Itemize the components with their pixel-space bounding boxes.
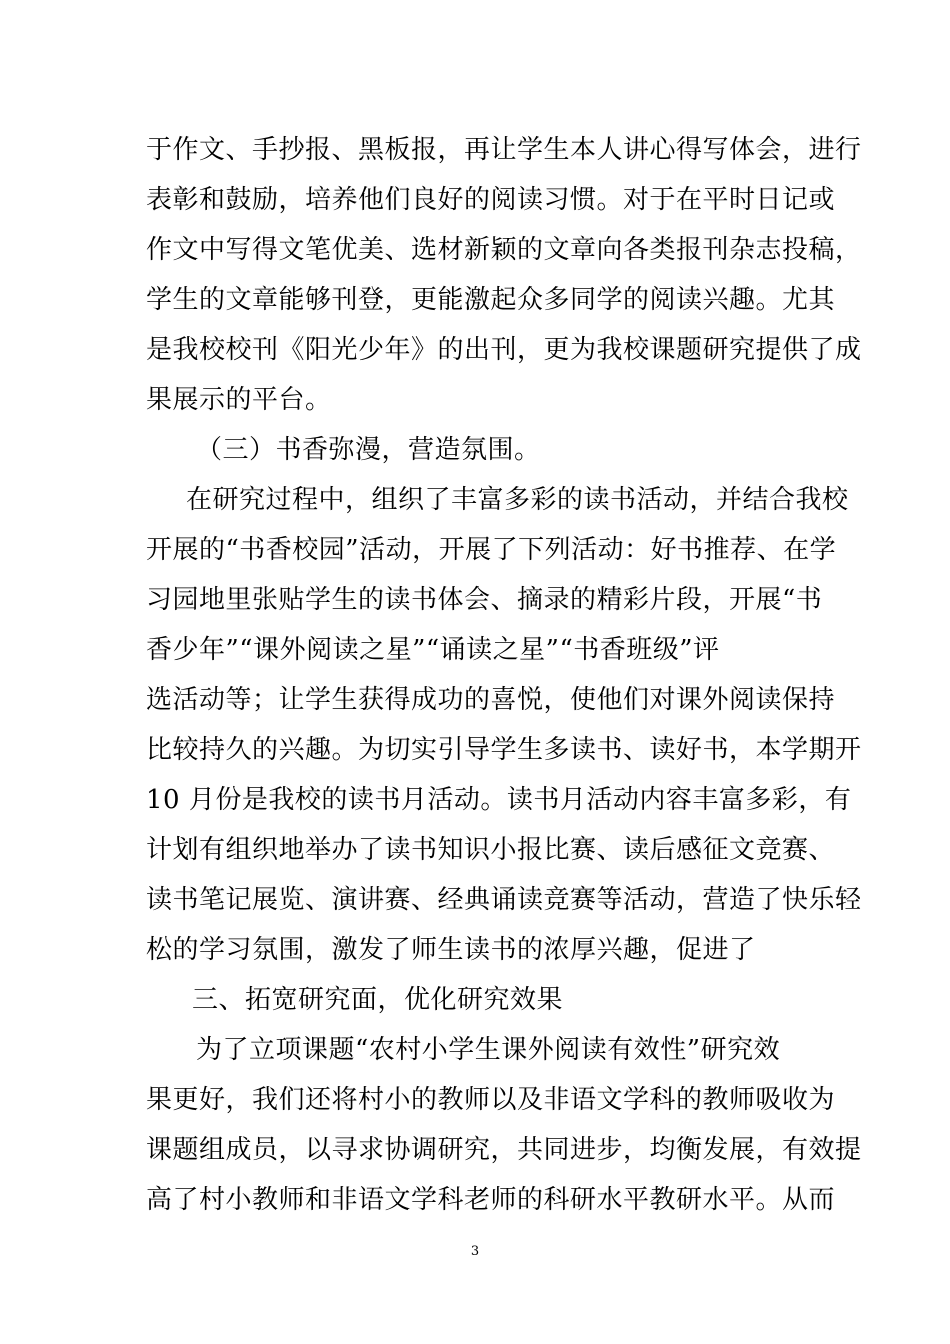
- text-line: 习园地里张贴学生的读书体会、摘录的精彩片段，开展“书: [146, 585, 823, 615]
- text-line: 比较持久的兴趣。为切实引导学生多读书、读好书，本学期开: [146, 735, 862, 765]
- text-line: 计划有组织地举办了读书知识小报比赛、读后感征文竞赛、: [146, 835, 836, 865]
- text-line: 开展的“书香校园”活动，开展了下列活动：好书推荐、在学: [146, 535, 837, 565]
- text-line: 选活动等；让学生获得成功的喜悦，使他们对课外阅读保持: [146, 685, 836, 715]
- text-line: 学生的文章能够刊登，更能激起众多同学的阅读兴趣。尤其: [146, 285, 836, 315]
- text-line: 果展示的平台。: [146, 385, 332, 415]
- section-heading: （三）书香弥漫，营造氛围。: [196, 435, 541, 465]
- text-line: 读书笔记展览、演讲赛、经典诵读竞赛等活动，营造了快乐轻: [146, 885, 862, 915]
- page-number: 3: [470, 1244, 480, 1259]
- text-line: 于作文、手抄报、黑板报，再让学生本人讲心得写体会，进行: [146, 135, 862, 165]
- text-line: 表彰和鼓励，培养他们良好的阅读习惯。对于在平时日记或: [146, 185, 836, 215]
- text-line: 10 月份是我校的读书月活动。读书月活动内容丰富多彩，有: [146, 785, 852, 815]
- text-line: 果更好，我们还将村小的教师以及非语文学科的教师吸收为: [146, 1085, 836, 1115]
- text-line: 为了立项课题“农村小学生课外阅读有效性”研究效: [196, 1035, 781, 1065]
- text-line: 是我校校刊《阳光少年》的出刊，更为我校课题研究提供了成: [146, 335, 862, 365]
- text-line: 课题组成员，以寻求协调研究，共同进步，均衡发展，有效提: [146, 1135, 862, 1165]
- text-line: 香少年”“课外阅读之星”“诵读之星”“书香班级”评: [146, 635, 720, 665]
- section-heading: 三、拓宽研究面，优化研究效果: [192, 985, 564, 1015]
- text-line: 在研究过程中，组织了丰富多彩的读书活动，并结合我校: [186, 485, 849, 515]
- text-line: 松的学习氛围，激发了师生读书的浓厚兴趣，促进了: [146, 935, 756, 965]
- text-line: 高了村小教师和非语文学科老师的科研水平教研水平。从而: [146, 1185, 836, 1215]
- text-line: 作文中写得文笔优美、选材新颖的文章向各类报刊杂志投稿，: [146, 235, 862, 265]
